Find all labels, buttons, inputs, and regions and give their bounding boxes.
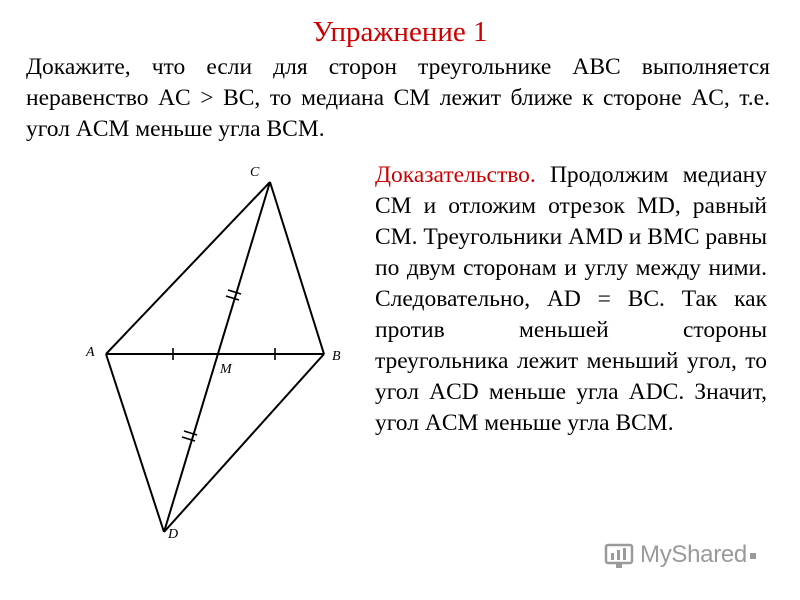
segment-cd [164, 182, 270, 532]
proof-block [375, 160, 767, 439]
segment-bd [164, 354, 324, 532]
segment-cb [270, 182, 324, 354]
double-tick-cm-1 [228, 290, 241, 294]
geometry-figure [80, 160, 360, 550]
label-a: A [86, 345, 95, 360]
double-tick-cm-2 [226, 296, 239, 300]
label-d: D [168, 527, 179, 542]
page-title: Упражнение 1 [312, 16, 488, 48]
exercise-statement [26, 52, 770, 145]
mysh-logo [604, 536, 772, 574]
label-m: M [220, 362, 232, 377]
statement-text: Докажите, что если для сторон треугольнике ABC выполняется неравенство AC > BC, то медиана CM лежит ближе к стороне AC, т.е. угол ACM меньше угла BCM. [26, 54, 770, 142]
label-b: B [332, 349, 341, 364]
mysh-logo-icon [604, 540, 634, 570]
logo-text: MyShared [640, 541, 756, 569]
label-c: C [250, 165, 260, 180]
segment-ac [106, 182, 270, 354]
proof-text: Продолжим медиану CM и отложим отрезок MD, равный CM. Треугольники AMD и BMC равны по двум сторонам и углу между ними. Следовательно, AD = BC. Так как против меньшей стороны треугольника лежит меньший угол, то угол ACD меньше угла ADC. Значит, угол ACM меньше угла BCM. [375, 162, 768, 436]
segment-ad [106, 354, 164, 532]
proof-heading: Доказательство. [375, 162, 536, 188]
